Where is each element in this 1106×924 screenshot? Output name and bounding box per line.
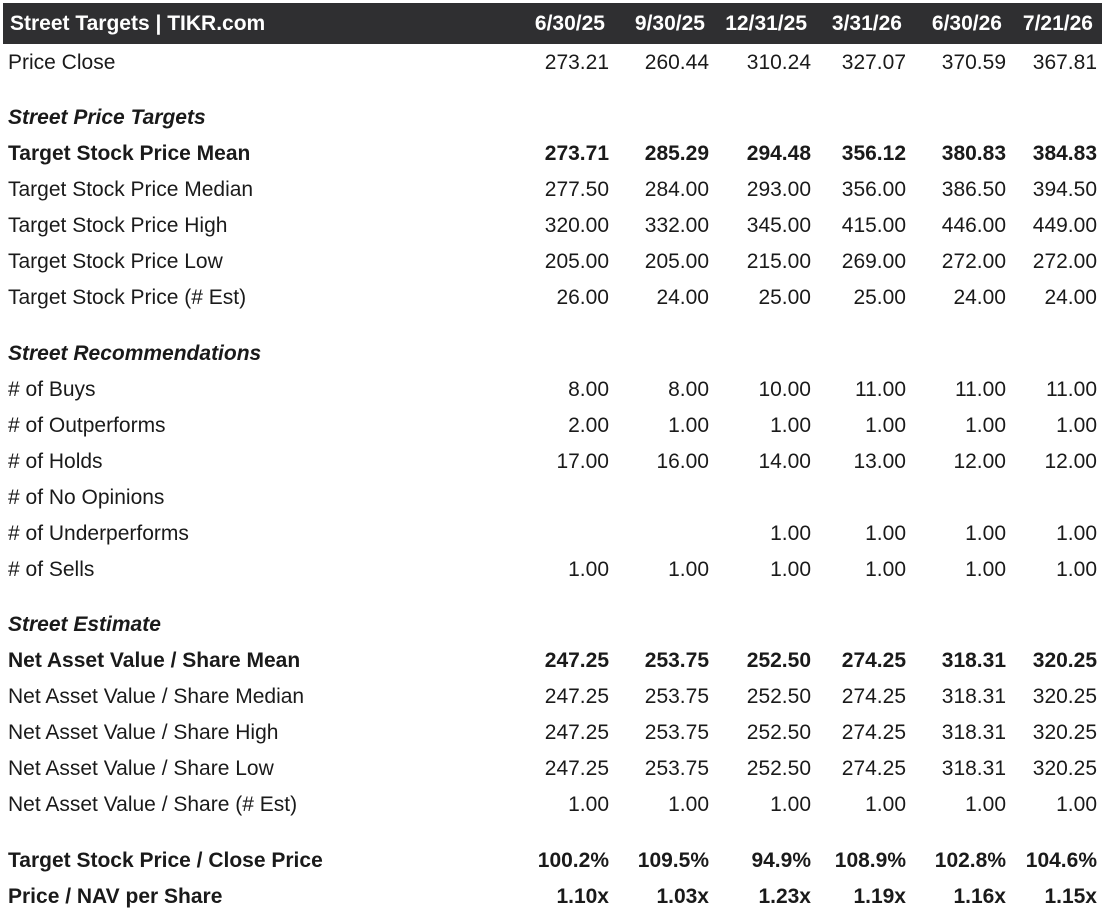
- table-row-sells: [0, 552, 1106, 588]
- table-cell: 1.00: [770, 522, 811, 545]
- table-cell: 274.25: [841, 721, 906, 744]
- table-cell: 285.29: [644, 142, 709, 165]
- table-cell: 215.00: [746, 250, 811, 273]
- table-cell: 320.25: [1032, 685, 1097, 708]
- table-row-target-est: [0, 280, 1106, 316]
- table-cell: 1.00: [865, 414, 906, 437]
- table-cell: 1.00: [965, 558, 1006, 581]
- table-cell: 1.00: [770, 793, 811, 816]
- table-cell: 1.00: [865, 558, 906, 581]
- column-header[interactable]: 6/30/25: [534, 12, 605, 35]
- table-cell: 320.25: [1032, 757, 1097, 780]
- table-cell: 94.9%: [751, 849, 811, 872]
- table-row-nav-high: [0, 715, 1106, 751]
- table-cell: 25.00: [853, 286, 906, 309]
- table-cell: 11.00: [855, 378, 906, 401]
- table-cell: 1.23x: [758, 885, 811, 908]
- table-cell: 310.24: [746, 51, 811, 74]
- row-label: # of Holds: [8, 450, 103, 473]
- row-label: Target Stock Price Mean: [8, 142, 251, 165]
- table-cell: 253.75: [644, 721, 709, 744]
- row-label: Net Asset Value / Share Mean: [8, 649, 301, 672]
- row-label: Net Asset Value / Share (# Est): [8, 793, 298, 816]
- table-cell: 320.00: [544, 214, 609, 237]
- table-row-target-mean: [0, 136, 1106, 172]
- table-cell: 253.75: [644, 685, 709, 708]
- table-cell: 318.31: [941, 685, 1006, 708]
- table-cell: 293.00: [746, 178, 811, 201]
- table-cell: 24.00: [1044, 286, 1097, 309]
- table-cell: 384.83: [1032, 142, 1097, 165]
- table-cell: 327.07: [841, 51, 906, 74]
- column-header[interactable]: 7/21/26: [1022, 12, 1093, 35]
- table-cell: 1.00: [668, 414, 709, 437]
- table-cell: 272.00: [1032, 250, 1097, 273]
- table-cell: 247.25: [544, 721, 609, 744]
- table-cell: 13.00: [853, 450, 906, 473]
- table-cell: 356.00: [841, 178, 906, 201]
- table-cell: 2.00: [568, 414, 609, 437]
- table-row-nav-est: [0, 787, 1106, 823]
- table-cell: 1.00: [965, 414, 1006, 437]
- table-cell: 272.00: [941, 250, 1006, 273]
- table-cell: 247.25: [544, 649, 609, 672]
- table-cell: 253.75: [644, 757, 709, 780]
- table-cell: 17.00: [556, 450, 609, 473]
- table-cell: 274.25: [841, 649, 906, 672]
- table-row-target-median: [0, 172, 1106, 208]
- table-cell: 26.00: [556, 286, 609, 309]
- table-cell: 386.50: [941, 178, 1006, 201]
- table-cell: 274.25: [841, 685, 906, 708]
- row-label: Price / NAV per Share: [8, 885, 223, 908]
- section-title: Street Price Targets: [8, 106, 206, 129]
- table-cell: 12.00: [1044, 450, 1097, 473]
- table-cell: 24.00: [656, 286, 709, 309]
- table-cell: 108.9%: [834, 849, 906, 872]
- table-cell: 252.50: [746, 757, 811, 780]
- table-cell: 1.15x: [1044, 885, 1097, 908]
- table-cell: 273.71: [544, 142, 609, 165]
- table-row-target-close-ratio: [0, 843, 1106, 879]
- table-cell: 320.25: [1032, 649, 1097, 672]
- row-label: Target Stock Price Low: [8, 250, 223, 273]
- table-cell: 277.50: [544, 178, 609, 201]
- table-row-no-opinions: [0, 480, 1106, 516]
- table-cell: 1.00: [668, 558, 709, 581]
- table-cell: 1.10x: [556, 885, 609, 908]
- table-cell: 370.59: [941, 51, 1006, 74]
- table-cell: 1.03x: [656, 885, 709, 908]
- table-row-nav-mean: [0, 643, 1106, 679]
- table-row-holds: [0, 444, 1106, 480]
- table-cell: 415.00: [841, 214, 906, 237]
- row-label: Net Asset Value / Share Low: [8, 757, 274, 780]
- table-cell: 367.81: [1032, 51, 1097, 74]
- section-heading-street-recommendations: [0, 336, 1106, 372]
- table-cell: 1.00: [965, 793, 1006, 816]
- section-heading-street-estimate: [0, 607, 1106, 643]
- table-cell: 205.00: [644, 250, 709, 273]
- table-cell: 318.31: [941, 721, 1006, 744]
- row-label: Target Stock Price High: [8, 214, 228, 237]
- table-cell: 1.16x: [953, 885, 1006, 908]
- column-header[interactable]: 12/31/25: [725, 12, 807, 35]
- table-cell: 332.00: [644, 214, 709, 237]
- table-cell: 1.00: [1056, 558, 1097, 581]
- table-cell: 109.5%: [637, 849, 709, 872]
- column-header[interactable]: 6/30/26: [931, 12, 1002, 35]
- table-cell: 394.50: [1032, 178, 1097, 201]
- table-cell: 14.00: [758, 450, 811, 473]
- table-cell: 320.25: [1032, 721, 1097, 744]
- section-title: Street Recommendations: [8, 342, 262, 365]
- table-title: Street Targets | TIKR.com: [10, 12, 266, 35]
- row-label: # of Buys: [8, 378, 96, 401]
- row-label: Price Close: [8, 51, 116, 74]
- table-cell: 11.00: [955, 378, 1006, 401]
- table-cell: 260.44: [644, 51, 709, 74]
- table-cell: 274.25: [841, 757, 906, 780]
- table-row-target-high: [0, 208, 1106, 244]
- table-cell: 356.12: [841, 142, 906, 165]
- row-label: # of Sells: [8, 558, 95, 581]
- table-cell: 284.00: [644, 178, 709, 201]
- table-cell: 8.00: [668, 378, 709, 401]
- table-cell: 102.8%: [934, 849, 1006, 872]
- table-cell: 252.50: [746, 685, 811, 708]
- table-cell: 1.00: [865, 522, 906, 545]
- table-cell: 247.25: [544, 685, 609, 708]
- table-row-buys: [0, 372, 1106, 408]
- section-title: Street Estimate: [8, 613, 161, 636]
- table-cell: 10.00: [758, 378, 811, 401]
- table-cell: 205.00: [544, 250, 609, 273]
- table-cell: 294.48: [746, 142, 811, 165]
- table-header: [3, 3, 1102, 44]
- column-header[interactable]: 3/31/26: [831, 12, 902, 35]
- table-cell: 446.00: [941, 214, 1006, 237]
- table-cell: 25.00: [758, 286, 811, 309]
- table-cell: 1.00: [1056, 414, 1097, 437]
- table-cell: 269.00: [841, 250, 906, 273]
- table-row-nav-low: [0, 751, 1106, 787]
- table-cell: 1.00: [770, 558, 811, 581]
- table-cell: 318.31: [941, 757, 1006, 780]
- table-cell: 1.00: [770, 414, 811, 437]
- table-cell: 8.00: [568, 378, 609, 401]
- row-label: Target Stock Price / Close Price: [8, 849, 323, 872]
- row-label: # of No Opinions: [8, 486, 165, 509]
- table-cell: 100.2%: [537, 849, 609, 872]
- table-cell: 253.75: [644, 649, 709, 672]
- row-label: Net Asset Value / Share High: [8, 721, 279, 744]
- table-cell: 1.19x: [853, 885, 906, 908]
- table-cell: 1.00: [568, 793, 609, 816]
- table-cell: 380.83: [941, 142, 1006, 165]
- table-cell: 24.00: [953, 286, 1006, 309]
- table-row-underperforms: [0, 516, 1106, 552]
- table-cell: 252.50: [746, 721, 811, 744]
- table-cell: 16.00: [656, 450, 709, 473]
- section-heading-street-price-targets: [0, 100, 1106, 136]
- table-cell: 12.00: [953, 450, 1006, 473]
- table-cell: 1.00: [865, 793, 906, 816]
- table-row-outperforms: [0, 408, 1106, 444]
- table-row-nav-median: [0, 679, 1106, 715]
- table-cell: 318.31: [941, 649, 1006, 672]
- table-row-target-low: [0, 244, 1106, 280]
- table-cell: 1.00: [568, 558, 609, 581]
- table-cell: 1.00: [1056, 522, 1097, 545]
- table-cell: 247.25: [544, 757, 609, 780]
- table-cell: 1.00: [668, 793, 709, 816]
- table-cell: 104.6%: [1025, 849, 1097, 872]
- table-cell: 345.00: [746, 214, 811, 237]
- table-cell: 1.00: [1056, 793, 1097, 816]
- table-row-price-close: [0, 45, 1106, 81]
- row-label: Target Stock Price (# Est): [8, 286, 247, 309]
- row-label: Net Asset Value / Share Median: [8, 685, 305, 708]
- table-cell: 1.00: [965, 522, 1006, 545]
- table-cell: 273.21: [544, 51, 609, 74]
- table-cell: 11.00: [1046, 378, 1097, 401]
- row-label: Target Stock Price Median: [8, 178, 254, 201]
- row-label: # of Outperforms: [8, 414, 166, 437]
- table-cell: 252.50: [746, 649, 811, 672]
- table-row-price-nav: [0, 879, 1106, 915]
- column-header[interactable]: 9/30/25: [634, 12, 705, 35]
- row-label: # of Underperforms: [8, 522, 189, 545]
- table-cell: 449.00: [1032, 214, 1097, 237]
